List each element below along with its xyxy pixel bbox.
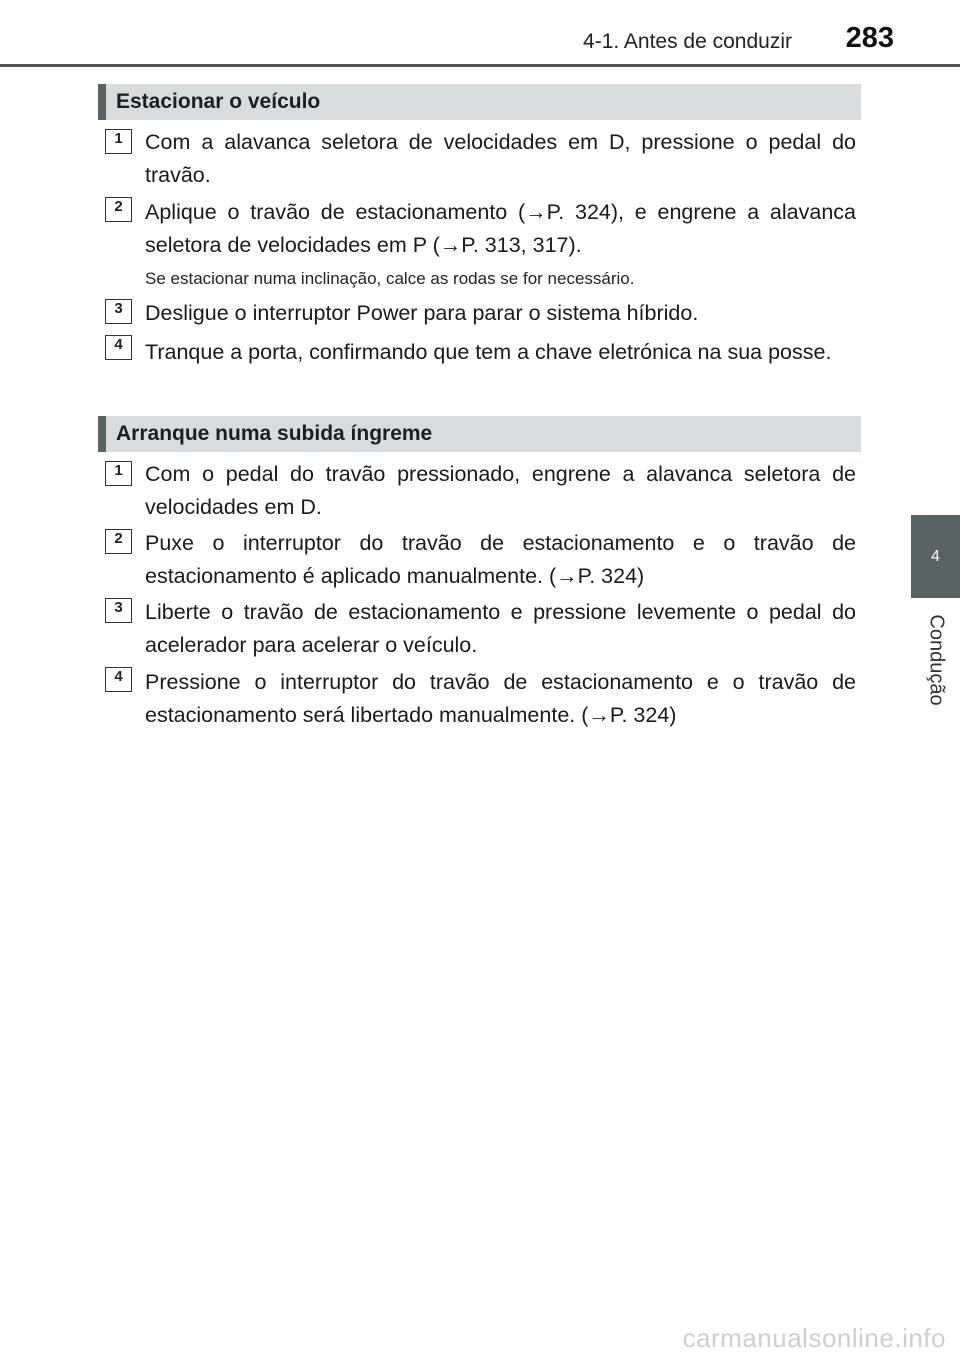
chapter-tab-label-text: Condução (925, 614, 948, 706)
chapter-tab (911, 515, 960, 598)
section-heading-title: Estacionar o veículo (116, 90, 321, 113)
section-heading-parking (98, 84, 861, 120)
step-text: Pressione o interruptor do travão de estacionamento e o travão de estacionamento será libertado manualmente. (→P. 324) (145, 670, 856, 727)
step-note: Se estacionar numa inclinação, calce as rodas se for necessário. (145, 269, 635, 288)
section-heading-bar (98, 416, 106, 452)
step-text: Com a alavanca seletora de velocidades em D, pressione o pedal do travão. (145, 130, 856, 187)
chapter-tab-label (913, 610, 959, 710)
section-heading-title: Arranque numa subida íngreme (116, 422, 433, 445)
step-number-badge: 2 (105, 529, 132, 554)
step-text: Com o pedal do travão pressionado, engrene a alavanca seletora de velocidades em D. (145, 462, 856, 519)
page-header (0, 0, 960, 66)
step-number-badge: 4 (105, 667, 132, 692)
step-number-badge: 2 (105, 197, 132, 222)
section-heading-hill-start (98, 416, 861, 452)
step-text: Desligue o interruptor Power para parar o sistema híbrido. (145, 301, 699, 325)
step-number-badge: 1 (105, 129, 132, 154)
chapter-tab-number: 4 (931, 547, 940, 565)
step-number-badge: 1 (105, 461, 132, 486)
section-heading-bar (98, 84, 106, 120)
step-text: Tranque a porta, confirmando que tem a chave eletrónica na sua posse. (145, 340, 832, 364)
step-text: Aplique o travão de estacionamento (→P. 324), e engrene a alavanca seletora de velocidades em P (→P. 313, 317). (145, 200, 856, 257)
step-number-badge: 4 (105, 335, 132, 360)
header-section-title: 4-1. Antes de conduzir (583, 30, 792, 53)
header-rule (0, 64, 960, 67)
page-number: 283 (845, 22, 894, 54)
step-text: Puxe o interruptor do travão de estacionamento e o travão de estacionamento é aplicado manualmente. (→P. 324) (145, 531, 856, 588)
step-text: Liberte o travão de estacionamento e pressione levemente o pedal do acelerador para acelerar o veículo. (145, 600, 856, 657)
step-number-badge: 3 (105, 598, 132, 623)
watermark: carmanualsonline.info (682, 1323, 946, 1353)
step-number-badge: 3 (105, 299, 132, 324)
